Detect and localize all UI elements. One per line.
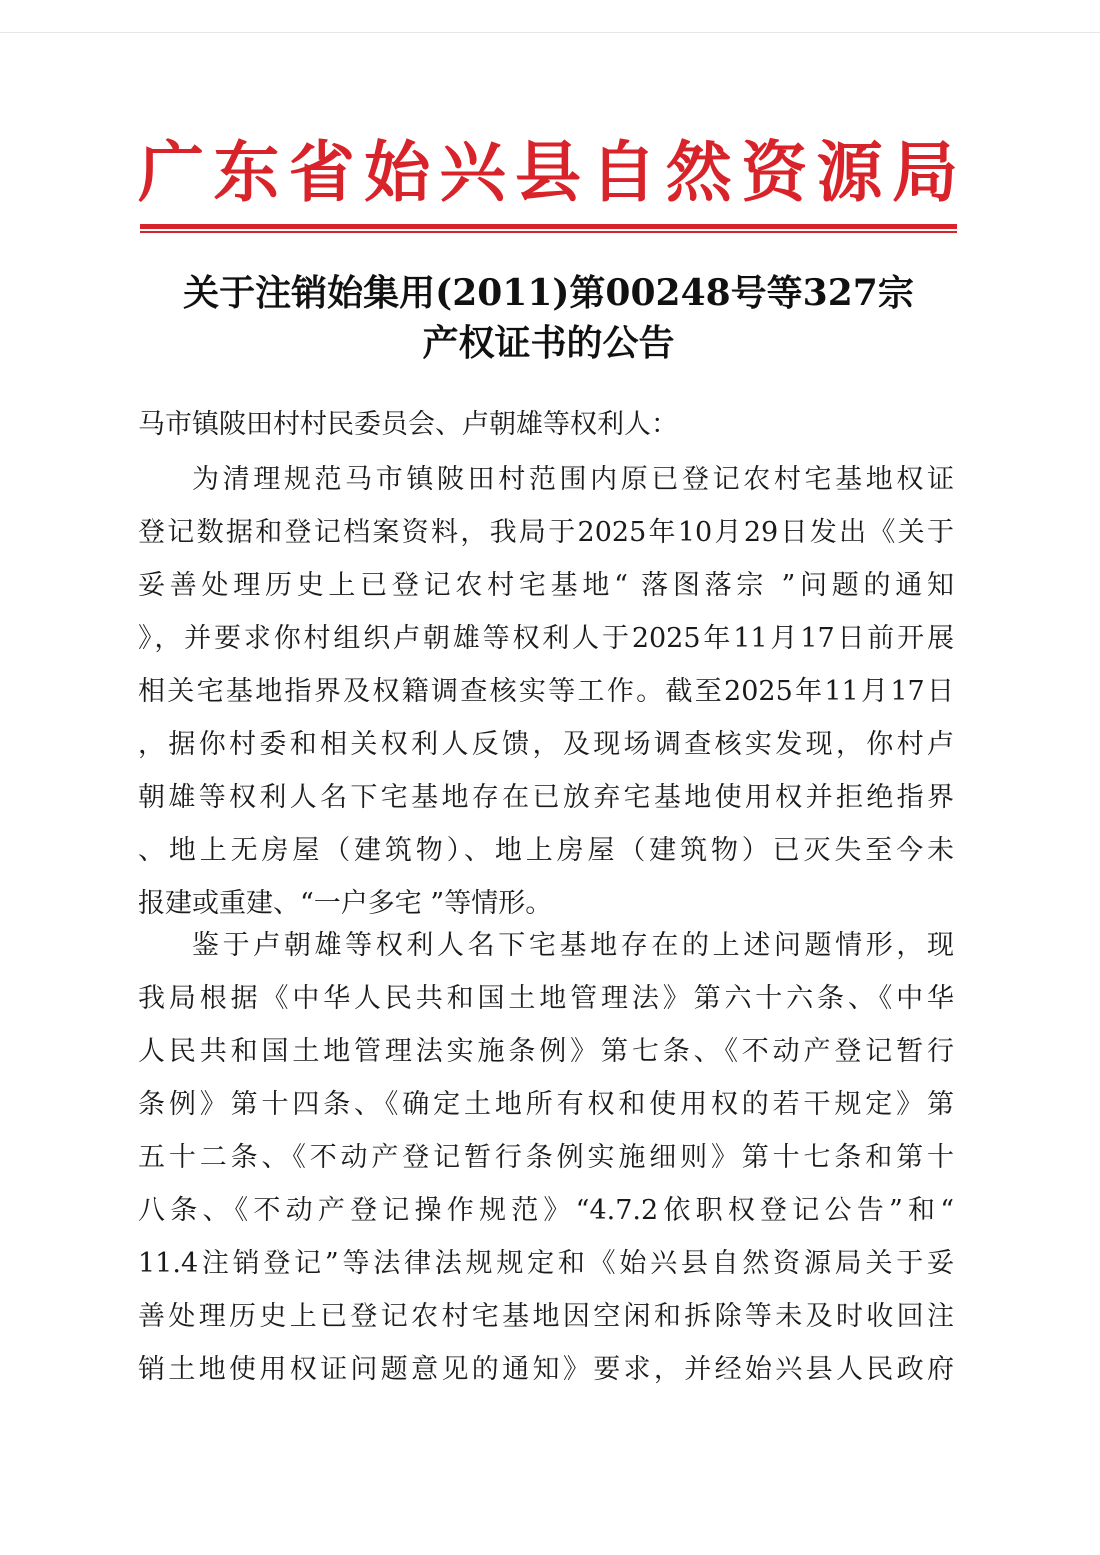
paragraph-line: 五十二条、《不动产登记暂行条例实施细则》第十七条和第十 (138, 1142, 954, 1173)
letterhead-red-rule-thin (140, 231, 957, 233)
paragraph-line: 为清理规范马市镇陂田村范围内原已登记农村宅基地权证 (192, 464, 954, 495)
paragraph-line: 我局根据《中华人民共和国土地管理法》第六十六条、《中华 (138, 983, 954, 1014)
announcement-title (140, 268, 957, 368)
body-paragraph-1 (138, 460, 954, 937)
paragraph-line: 、地上无房屋（建筑物）、地上房屋（建筑物）已灭失至今未 (138, 835, 954, 866)
letterhead-red-rule (140, 224, 957, 229)
paragraph-line: 相关宅基地指界及权籍调查核实等工作。截至2025年11月17日 (138, 676, 954, 707)
paragraph-line: 报建或重建、“一户多宅 ”等情形。 (138, 888, 553, 919)
scan-edge-line (0, 32, 1100, 33)
paragraph-line: 》，并要求你村组织卢朝雄等权利人于2025年11月17日前开展 (138, 623, 954, 654)
paragraph-line: 销土地使用权证问题意见的通知》要求，并经始兴县人民政府 (138, 1354, 954, 1385)
paragraph-line: 鉴于卢朝雄等权利人名下宅基地存在的上述问题情形，现 (192, 930, 954, 961)
title-line-1: 关于注销始集用(2011)第00248号等327宗 (183, 272, 914, 314)
paragraph-line: 妥善处理历史上已登记农村宅基地“ 落图落宗 ”问题的通知 (138, 570, 954, 601)
title-line-2: 产权证书的公告 (422, 322, 675, 364)
paragraph-line: 善处理历史上已登记农村宅基地因空闲和拆除等未及时收回注 (138, 1301, 954, 1332)
paragraph-line: 11.4注销登记”等法律法规规定和《始兴县自然资源局关于妥 (138, 1248, 954, 1279)
body-paragraph-2 (138, 926, 954, 1403)
paragraph-line: 朝雄等权利人名下宅基地存在已放弃宅基地使用权并拒绝指界 (138, 782, 954, 813)
paragraph-line: ，据你村委和相关权利人反馈，及现场调查核实发现，你村卢 (138, 729, 954, 760)
paragraph-line: 条例》第十四条、《确定土地所有权和使用权的若干规定》第 (138, 1089, 954, 1120)
salutation: 马市镇陂田村村民委员会、卢朝雄等权利人： (138, 409, 678, 440)
paragraph-line: 八条、《不动产登记操作规范》“4.7.2依职权登记公告”和“ (138, 1195, 954, 1226)
letterhead-issuer: 广东省始兴县自然资源局 (138, 134, 958, 211)
paragraph-line: 登记数据和登记档案资料，我局于2025年10月29日发出《关于 (138, 517, 954, 548)
paragraph-line: 人民共和国土地管理法实施条例》第七条、《不动产登记暂行 (138, 1036, 954, 1067)
